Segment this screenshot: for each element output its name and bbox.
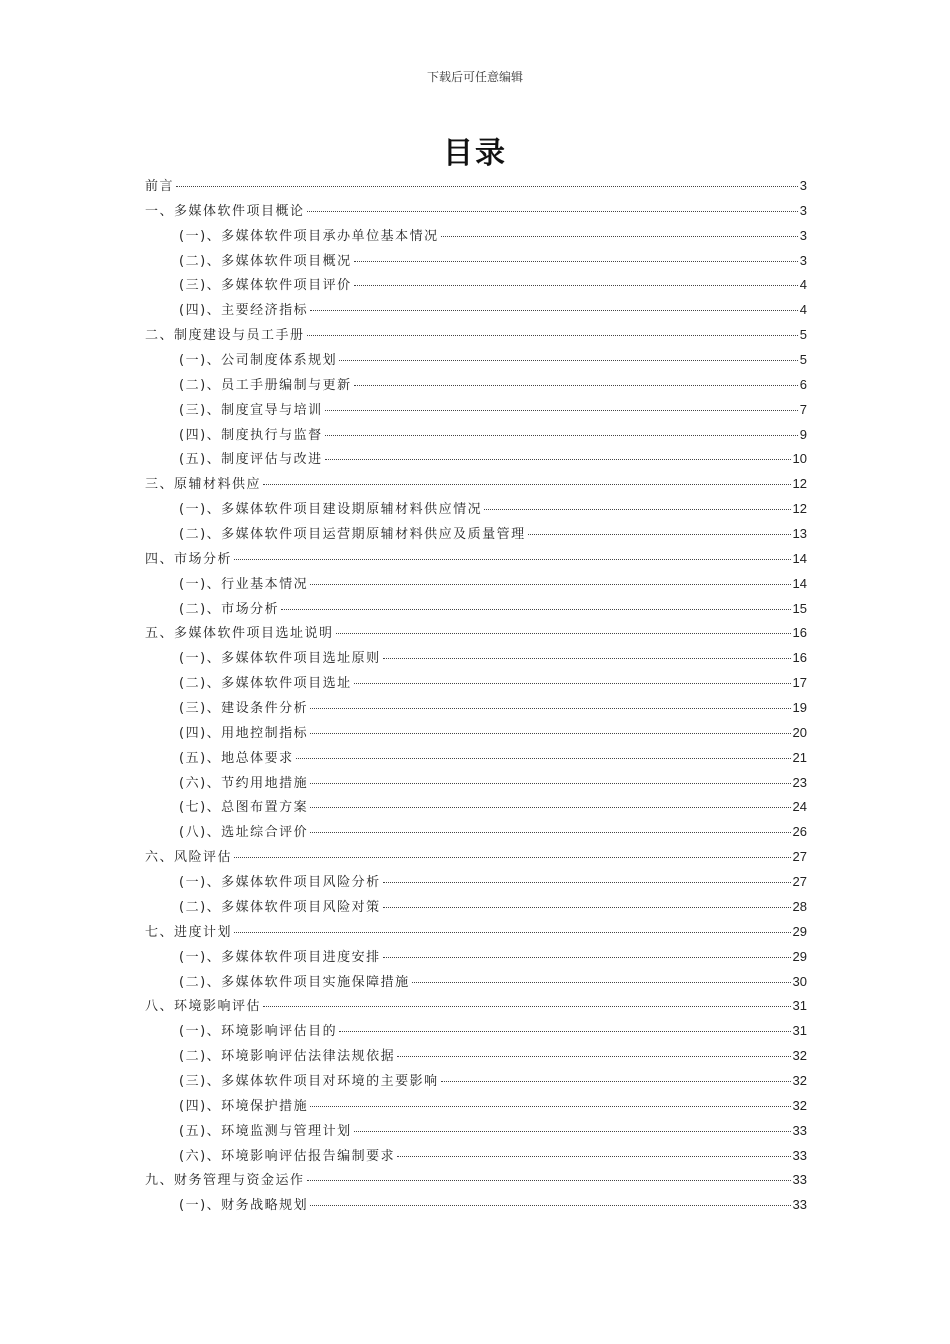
toc-entry-page: 32: [792, 1072, 807, 1088]
toc-entry-label: (一)、行业基本情况: [179, 576, 309, 592]
toc-entry-page: 23: [792, 774, 807, 790]
toc-entry[interactable]: [145, 994, 807, 1019]
toc-entry-page: 27: [792, 849, 807, 865]
toc-entry-label: 二、制度建设与员工手册: [145, 328, 305, 344]
toc-dot-leader: [484, 508, 790, 510]
toc-dot-leader: [354, 682, 791, 684]
toc-entry-page: 10: [792, 451, 807, 467]
toc-entry-label: (三)、制度宣导与培训: [179, 402, 323, 418]
toc-entry-label: (七)、总图布置方案: [179, 800, 309, 816]
toc-entry-page: 29: [792, 923, 807, 939]
toc-entry[interactable]: [145, 920, 807, 945]
toc-entry-label: (六)、环境影响评估报告编制要求: [179, 1148, 396, 1164]
toc-entry-page: 5: [799, 327, 807, 343]
toc-entry-page: 31: [792, 1023, 807, 1039]
toc-entry[interactable]: [145, 398, 807, 423]
toc-dot-leader: [383, 881, 791, 883]
toc-entry-page: 24: [792, 799, 807, 815]
toc-entry-label: (二)、环境影响评估法律法规依据: [179, 1049, 396, 1065]
toc-entry[interactable]: [145, 373, 807, 398]
toc-entry[interactable]: [145, 423, 807, 448]
table-of-contents: [145, 174, 807, 1218]
toc-dot-leader: [354, 284, 798, 286]
toc-entry-label: 一、多媒体软件项目概论: [145, 203, 305, 219]
toc-entry[interactable]: [145, 1019, 807, 1044]
toc-entry[interactable]: [145, 746, 807, 771]
toc-entry-page: 12: [792, 501, 807, 517]
toc-entry[interactable]: [145, 1193, 807, 1218]
toc-dot-leader: [176, 185, 798, 187]
toc-entry[interactable]: [145, 795, 807, 820]
toc-entry[interactable]: [145, 472, 807, 497]
toc-entry-label: (四)、主要经济指标: [179, 303, 309, 319]
toc-entry-page: 29: [792, 948, 807, 964]
toc-entry-label: 四、市场分析: [145, 551, 233, 567]
toc-entry[interactable]: [145, 572, 807, 597]
toc-entry[interactable]: [145, 1168, 807, 1193]
toc-entry-label: (五)、制度评估与改进: [179, 452, 323, 468]
toc-entry-page: 27: [792, 874, 807, 890]
toc-entry[interactable]: [145, 1119, 807, 1144]
toc-entry-page: 32: [792, 1097, 807, 1113]
toc-entry-page: 33: [792, 1147, 807, 1163]
toc-entry-label: (一)、多媒体软件项目风险分析: [179, 875, 381, 891]
toc-entry[interactable]: [145, 249, 807, 274]
toc-entry-page: 3: [799, 202, 807, 218]
toc-entry[interactable]: [145, 224, 807, 249]
toc-entry[interactable]: [145, 1069, 807, 1094]
toc-entry-label: (一)、财务战略规划: [179, 1198, 309, 1214]
toc-entry-page: 28: [792, 898, 807, 914]
toc-entry-label: 六、风险评估: [145, 850, 233, 866]
toc-entry[interactable]: [145, 870, 807, 895]
toc-entry[interactable]: [145, 298, 807, 323]
toc-dot-leader: [310, 1105, 790, 1107]
toc-entry-page: 32: [792, 1048, 807, 1064]
toc-dot-leader: [325, 409, 798, 411]
toc-entry-page: 4: [799, 277, 807, 293]
toc-dot-leader: [310, 583, 790, 585]
toc-entry-page: 4: [799, 302, 807, 318]
toc-dot-leader: [383, 956, 791, 958]
toc-entry[interactable]: [145, 497, 807, 522]
toc-entry-label: (二)、员工手册编制与更新: [179, 377, 352, 393]
toc-entry-label: (一)、多媒体软件项目进度安排: [179, 949, 381, 965]
toc-dot-leader: [307, 334, 798, 336]
toc-dot-leader: [310, 806, 790, 808]
toc-entry[interactable]: [145, 1144, 807, 1169]
toc-entry-label: 三、原辅材料供应: [145, 477, 262, 493]
toc-dot-leader: [441, 1080, 791, 1082]
toc-dot-leader: [307, 210, 798, 212]
toc-entry-page: 12: [792, 476, 807, 492]
toc-dot-leader: [310, 707, 790, 709]
toc-entry-page: 3: [799, 178, 807, 193]
toc-entry[interactable]: [145, 696, 807, 721]
toc-entry-page: 14: [792, 575, 807, 591]
toc-dot-leader: [263, 483, 791, 485]
toc-dot-leader: [528, 533, 791, 535]
toc-dot-leader: [441, 235, 798, 237]
toc-entry-label: (二)、多媒体软件项目实施保障措施: [179, 974, 410, 990]
toc-entry-label: 七、进度计划: [145, 924, 233, 940]
toc-entry-page: 26: [792, 824, 807, 840]
toc-entry-label: (五)、地总体要求: [179, 750, 294, 766]
toc-entry[interactable]: [145, 1094, 807, 1119]
toc-dot-leader: [296, 757, 791, 759]
toc-dot-leader: [263, 1005, 791, 1007]
toc-entry-label: (二)、多媒体软件项目选址: [179, 676, 352, 692]
toc-entry-label: (四)、制度执行与监督: [179, 427, 323, 443]
toc-dot-leader: [307, 1179, 791, 1181]
toc-entry[interactable]: [145, 273, 807, 298]
toc-dot-leader: [354, 1130, 791, 1132]
toc-entry-page: 33: [792, 1197, 807, 1213]
toc-dot-leader: [234, 856, 791, 858]
toc-entry-label: 五、多媒体软件项目选址说明: [145, 626, 334, 642]
toc-entry[interactable]: [145, 845, 807, 870]
toc-dot-leader: [310, 732, 790, 734]
toc-entry[interactable]: [145, 970, 807, 995]
toc-dot-leader: [310, 782, 790, 784]
toc-dot-leader: [339, 359, 798, 361]
toc-entry-page: 33: [792, 1122, 807, 1138]
toc-entry-page: 16: [792, 625, 807, 641]
toc-entry-label: 前言: [145, 179, 175, 194]
toc-dot-leader: [412, 981, 791, 983]
toc-dot-leader: [397, 1055, 790, 1057]
toc-entry-label: (六)、节约用地措施: [179, 775, 309, 791]
toc-entry-label: (一)、环境影响评估目的: [179, 1024, 338, 1040]
toc-entry-label: (二)、多媒体软件项目风险对策: [179, 899, 381, 915]
toc-entry-label: 九、财务管理与资金运作: [145, 1173, 305, 1189]
toc-dot-leader: [325, 434, 798, 436]
toc-entry-label: (二)、多媒体软件项目运营期原辅材料供应及质量管理: [179, 527, 526, 543]
toc-entry[interactable]: [145, 895, 807, 920]
toc-entry-page: 31: [792, 998, 807, 1014]
toc-dot-leader: [325, 458, 791, 460]
toc-entry-label: (五)、环境监测与管理计划: [179, 1123, 352, 1139]
toc-entry[interactable]: [145, 522, 807, 547]
toc-dot-leader: [281, 608, 790, 610]
toc-entry-page: 19: [792, 700, 807, 716]
toc-dot-leader: [336, 632, 791, 634]
toc-entry-label: (三)、多媒体软件项目评价: [179, 278, 352, 294]
toc-entry[interactable]: [145, 597, 807, 622]
toc-entry-page: 3: [799, 227, 807, 243]
toc-entry-page: 16: [792, 650, 807, 666]
toc-dot-leader: [310, 309, 798, 311]
toc-entry-page: 6: [799, 376, 807, 392]
toc-entry-label: (一)、多媒体软件项目选址原则: [179, 651, 381, 667]
toc-entry-page: 3: [799, 252, 807, 268]
toc-dot-leader: [383, 906, 791, 908]
toc-entry[interactable]: [145, 721, 807, 746]
toc-entry-label: (二)、市场分析: [179, 601, 280, 617]
toc-entry-label: (八)、选址综合评价: [179, 825, 309, 841]
toc-entry-label: (一)、多媒体软件项目建设期原辅材料供应情况: [179, 502, 483, 518]
toc-entry[interactable]: [145, 447, 807, 472]
toc-dot-leader: [339, 1030, 790, 1032]
toc-dot-leader: [383, 657, 791, 659]
toc-entry[interactable]: [145, 820, 807, 845]
toc-dot-leader: [310, 831, 790, 833]
toc-entry[interactable]: [145, 771, 807, 796]
toc-entry-label: (二)、多媒体软件项目概况: [179, 253, 352, 269]
toc-entry[interactable]: [145, 646, 807, 671]
toc-entry-page: 30: [792, 973, 807, 989]
toc-entry[interactable]: [145, 1044, 807, 1069]
toc-entry-label: (四)、用地控制指标: [179, 725, 309, 741]
toc-dot-leader: [397, 1155, 790, 1157]
toc-entry[interactable]: [145, 199, 807, 224]
toc-entry-label: (四)、环境保护措施: [179, 1098, 309, 1114]
toc-dot-leader: [354, 260, 798, 262]
toc-entry-label: (一)、多媒体软件项目承办单位基本情况: [179, 228, 439, 244]
toc-entry-page: 33: [792, 1172, 807, 1188]
toc-dot-leader: [234, 931, 791, 933]
toc-entry[interactable]: [145, 547, 807, 572]
toc-dot-leader: [310, 1204, 790, 1206]
toc-entry-page: 7: [799, 401, 807, 417]
toc-entry-page: 17: [792, 675, 807, 691]
toc-entry[interactable]: [145, 671, 807, 696]
page-title: 目录: [443, 136, 507, 171]
toc-entry-label: (三)、建设条件分析: [179, 701, 309, 717]
toc-entry-label: (三)、多媒体软件项目对环境的主要影响: [179, 1073, 439, 1089]
toc-entry-label: 八、环境影响评估: [145, 999, 262, 1015]
toc-entry[interactable]: [145, 174, 807, 199]
toc-entry-label: (一)、公司制度体系规划: [179, 353, 338, 369]
toc-entry[interactable]: [145, 323, 807, 348]
toc-entry-page: 5: [799, 352, 807, 368]
toc-entry-page: 13: [792, 526, 807, 542]
toc-entry-page: 21: [792, 749, 807, 765]
toc-entry-page: 20: [792, 724, 807, 740]
toc-entry[interactable]: [145, 621, 807, 646]
toc-dot-leader: [354, 384, 798, 386]
toc-entry[interactable]: [145, 945, 807, 970]
toc-dot-leader: [234, 558, 791, 560]
toc-entry-page: 15: [792, 600, 807, 616]
header-note: 下载后可任意编辑: [426, 70, 523, 84]
toc-entry-page: 14: [792, 550, 807, 566]
toc-entry[interactable]: [145, 348, 807, 373]
toc-entry-page: 9: [799, 426, 807, 442]
